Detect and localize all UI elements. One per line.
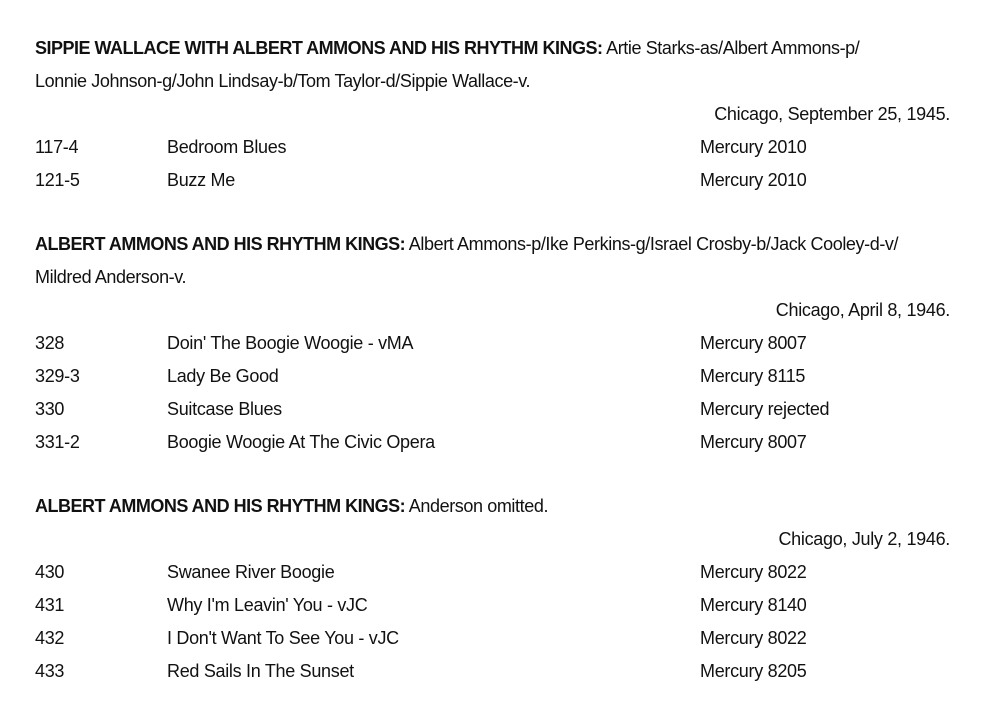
session-personnel-continued: Lonnie Johnson-g/John Lindsay-b/Tom Taylor-d/Sippie Wallace-v. (35, 71, 531, 91)
track-matrix: 329-3 (35, 366, 80, 386)
session-leader: SIPPIE WALLACE WITH ALBERT AMMONS AND HIS RHYTHM KINGS: (35, 38, 603, 58)
track-title: Boogie Woogie At The Civic Opera (167, 432, 435, 452)
track-row (35, 131, 950, 164)
track-row (35, 622, 950, 655)
session-header (35, 32, 950, 98)
track-label: Mercury 8115 (700, 366, 806, 386)
session-personnel: Anderson omitted. (405, 496, 549, 516)
track-label: Mercury 2010 (700, 170, 807, 190)
track-matrix: 330 (35, 399, 65, 419)
track-matrix: 433 (35, 661, 65, 681)
track-matrix: 328 (35, 333, 65, 353)
session-leader: ALBERT AMMONS AND HIS RHYTHM KINGS: (35, 234, 406, 254)
session-place-date: Chicago, September 25, 1945. (714, 104, 950, 124)
track-row (35, 426, 950, 459)
track-title: Red Sails In The Sunset (167, 661, 354, 681)
session-personnel-continued: Mildred Anderson-v. (35, 267, 187, 287)
track-row (35, 164, 950, 197)
track-title: Buzz Me (167, 170, 235, 190)
track-label: Mercury 8022 (700, 562, 807, 582)
session-header (35, 228, 950, 294)
track-title: Why I'm Leavin' You - vJC (167, 595, 368, 615)
session-1 (35, 32, 950, 197)
track-label: Mercury rejected (700, 399, 830, 419)
track-row (35, 393, 950, 426)
session-place-date: Chicago, April 8, 1946. (775, 300, 950, 320)
track-matrix: 121-5 (35, 170, 80, 190)
track-title: I Don't Want To See You - vJC (167, 628, 399, 648)
track-label: Mercury 8007 (700, 333, 807, 353)
track-label: Mercury 8022 (700, 628, 807, 648)
track-matrix: 432 (35, 628, 65, 648)
session-place-date: Chicago, July 2, 1946. (778, 529, 950, 549)
track-matrix: 117-4 (35, 137, 79, 157)
track-label: Mercury 8205 (700, 661, 807, 681)
session-3 (35, 490, 950, 688)
session-personnel: Albert Ammons-p/Ike Perkins-g/Israel Crosby-b/Jack Cooley-d-v/ (405, 234, 899, 254)
session-2 (35, 228, 950, 459)
session-personnel: Artie Starks-as/Albert Ammons-p/ (602, 38, 860, 58)
track-label: Mercury 8140 (700, 595, 807, 615)
track-label: Mercury 2010 (700, 137, 807, 157)
track-title: Lady Be Good (167, 366, 279, 386)
track-matrix: 331-2 (35, 432, 80, 452)
session-leader: ALBERT AMMONS AND HIS RHYTHM KINGS: (35, 496, 406, 516)
track-matrix: 431 (35, 595, 65, 615)
track-row (35, 360, 950, 393)
track-row (35, 556, 950, 589)
track-row (35, 589, 950, 622)
track-title: Suitcase Blues (167, 399, 282, 419)
track-row (35, 655, 950, 688)
track-row (35, 327, 950, 360)
track-title: Swanee River Boogie (167, 562, 335, 582)
track-title: Doin' The Boogie Woogie - vMA (167, 333, 414, 353)
session-header (35, 490, 950, 523)
track-title: Bedroom Blues (167, 137, 287, 157)
track-label: Mercury 8007 (700, 432, 807, 452)
track-matrix: 430 (35, 562, 65, 582)
